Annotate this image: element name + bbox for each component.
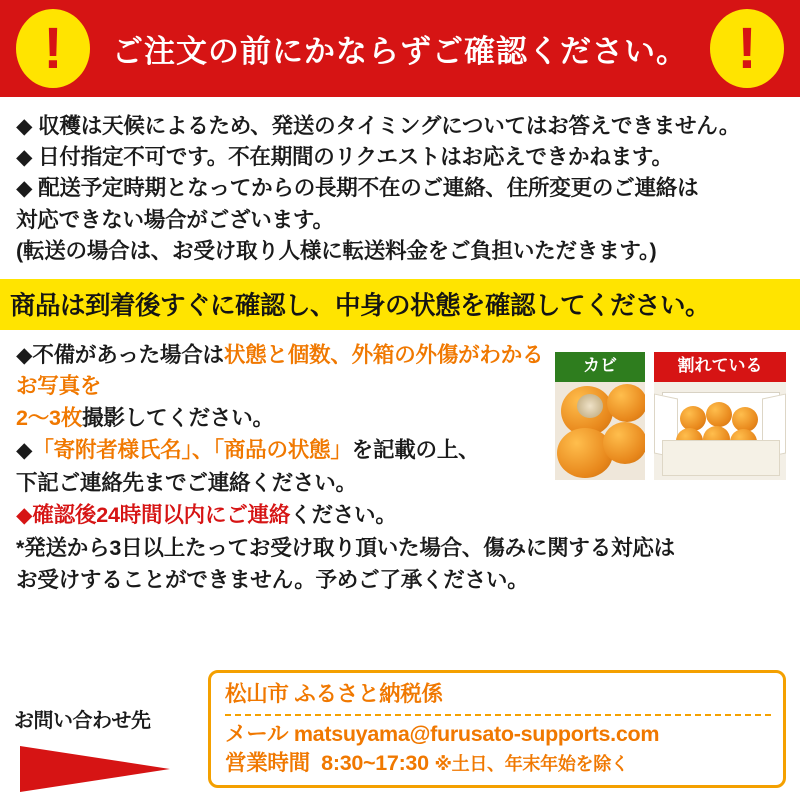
- instruction-emphasis: 「寄附者様氏名」、「商品の状態」: [32, 438, 352, 463]
- instruction-line: お受けすることができません。予めご了承ください。: [16, 568, 529, 593]
- instruction-emphasis: 状態と個数、外箱の外傷がわかるお写真を: [16, 342, 544, 399]
- instruction-emphasis: 2～3枚: [16, 406, 83, 431]
- photo-card-broken: [654, 352, 786, 480]
- bang-glyph: !: [737, 15, 757, 81]
- bang-glyph: !: [43, 15, 63, 81]
- photo-caption: 割れている: [654, 352, 786, 382]
- notes-section: [0, 97, 800, 273]
- instruction-text: 撮影してください。: [82, 406, 274, 431]
- broken-box-of-oranges-photo: [654, 382, 786, 480]
- instruction-line: *発送から3日以上たってお受け取り頂いた場合、傷みに関する対応は: [16, 535, 675, 560]
- exclamation-mark-icon: [16, 9, 90, 88]
- contact-email-row: [225, 720, 771, 750]
- note-line: ◆ 日付指定不可です。不在期間のリクエストはお応えできかねます。: [16, 145, 673, 170]
- hours-label: 営業時間: [225, 751, 310, 776]
- email-label: メール: [225, 721, 289, 746]
- exclamation-mark-icon: [710, 9, 784, 88]
- note-line: ◆ 配送予定時期となってからの長期不在のご連絡、住所変更のご連絡は: [16, 176, 699, 201]
- contact-hours-row: [225, 749, 771, 779]
- hours-value: 8:30~17:30: [321, 751, 429, 776]
- contact-org: 松山市 ふるさと納税係: [225, 682, 443, 706]
- instruction-text: ◆不備があった場合は: [16, 342, 224, 367]
- arrow-right-icon: [20, 746, 170, 792]
- header-banner: [0, 0, 800, 97]
- note-line: ◆ 収穫は天候によるため、発送のタイミングについてはお答えできません。: [16, 114, 741, 138]
- instruction-line: 下記ご連絡先までご連絡ください。: [16, 470, 357, 495]
- instruction-emphasis: ◆確認後24時間以内にご連絡: [16, 502, 291, 527]
- moldy-oranges-photo: [555, 382, 645, 480]
- instruction-line: [16, 340, 561, 402]
- page-title: ご注文の前にかならずご確認ください。: [112, 34, 688, 69]
- instruction-line: [16, 435, 561, 466]
- instruction-line: [16, 403, 561, 434]
- divider: [225, 714, 771, 716]
- note-line: 対応できない場合がございます。: [16, 207, 334, 232]
- instruction-line: [16, 500, 561, 531]
- instructions-section: [0, 330, 800, 596]
- instructions-text: [16, 340, 561, 531]
- hours-note: ※土日、年末年始を除く: [434, 754, 629, 775]
- photo-caption: カビ: [555, 352, 645, 382]
- contact-label: お問い合わせ先: [14, 710, 151, 732]
- contact-box: [208, 670, 786, 788]
- email-address[interactable]: matsuyama@furusato-supports.com: [293, 721, 660, 746]
- instruction-text: ください。: [290, 502, 397, 527]
- instruction-text: を記載の上、: [351, 438, 480, 463]
- contact-footer: [0, 660, 800, 800]
- highlight-banner: 商品は到着後すぐに確認し、中身の状態を確認してください。: [0, 279, 800, 330]
- note-line: (転送の場合は、お受け取り人様に転送料金をご負担いただきます。): [16, 238, 657, 263]
- photo-group: [555, 352, 786, 480]
- instruction-text: ◆: [16, 438, 33, 463]
- photo-card-mold: [555, 352, 645, 480]
